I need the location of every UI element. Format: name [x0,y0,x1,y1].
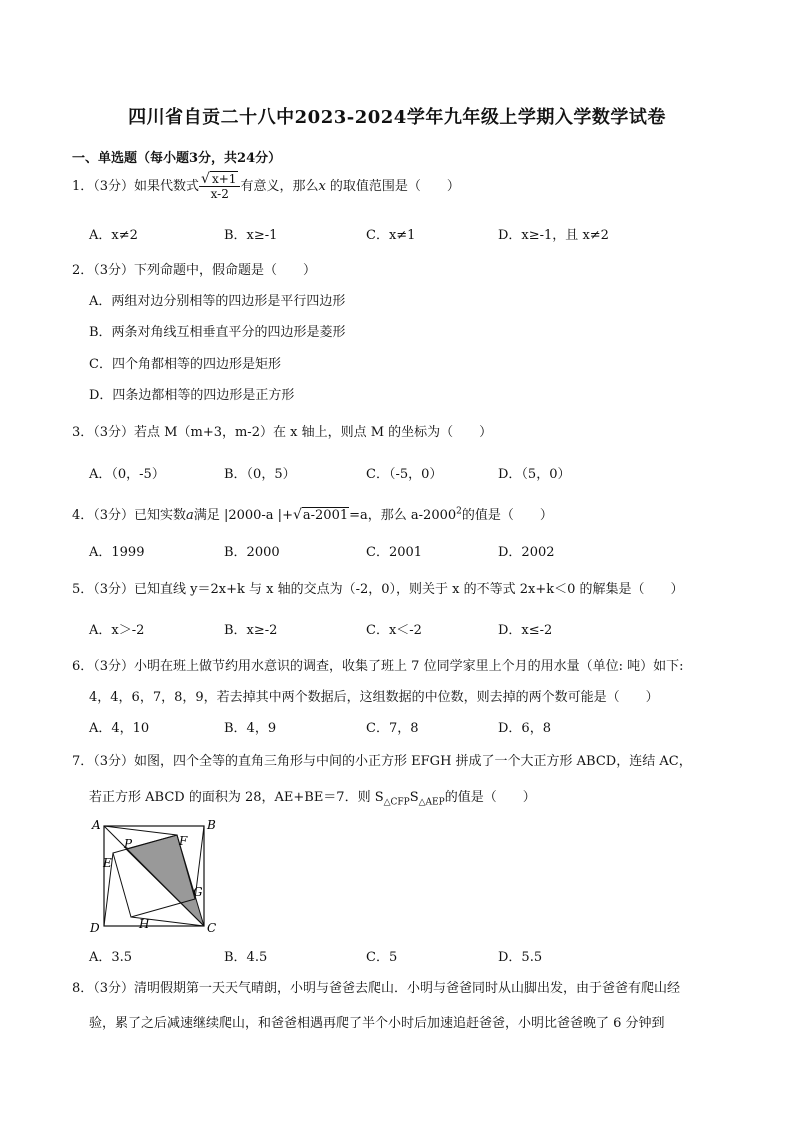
label-a: A [92,818,101,832]
square-figure [86,814,226,936]
label-c: C [207,921,217,935]
q3-option-d: D．（5，0） [498,467,571,482]
q6-option-a: A．4，10 [89,721,150,736]
q4-option-a: A．1999 [89,545,145,560]
exam-title: 四川省自贡二十八中2023-2024学年九年级上学期入学数学试卷 [128,107,666,128]
section-heading: 一、单选题（每小题3分，共24分） [72,151,282,166]
q1-option-a: A．x≠2 [89,228,138,243]
segment-af [104,826,177,835]
question-6-line-1: 6．（3分）小明在班上做节约用水意识的调查，收集了班上 7 位同学家里上个月的用水量（单位: 吨）如下: [72,659,684,674]
question-5-stem: 5．（3分）已知直线 y＝2x+k 与 x 轴的交点为（-2，0），则关于 x 的不等式 2x+k＜0 的解集是（ ） [72,582,684,597]
q5-option-c: C．x＜-2 [366,623,422,638]
question-7-line-2: 若正方形 ABCD 的面积为 28，AE+BE＝7．则 $S_{\triangle CFP}S_{\triangle AEP}$的值是（ ） [89,790,536,808]
q2-option-d: D．四条边都相等的四边形是正方形 [89,388,295,403]
label-g: G [193,885,203,899]
label-b: B [207,818,216,832]
q4-option-c: C．2001 [366,545,423,560]
q3-option-c: C．（-5，0） [366,467,443,482]
q3-option-a: A．（0，-5） [89,467,165,482]
q6-option-b: B．4，9 [224,721,277,736]
q3-option-b: B．（0，5） [224,467,296,482]
label-e: E [103,856,112,870]
fraction: $\frac{√ x+1}{x-2}$ [199,172,240,201]
q7-option-d: D．5.5 [498,950,543,965]
question-3-stem: 3．（3分）若点 M（m+3，m-2）在 x 轴上，则点 M 的坐标为（ ） [72,425,493,440]
label-h: H [139,917,150,931]
label-p: P [124,837,133,851]
q1-option-c: C．x≠1 [366,228,416,243]
question-7-line-1: 7．（3分）如图，四个全等的直角三角形与中间的小正方形 EFGH 拼成了一个大正方形 ABCD，连结 AC， [72,754,692,769]
question-2-stem: 2．（3分）下列命题中，假命题是（ ） [72,263,317,278]
q2-option-a: A．两组对边分别相等的四边形是平行四边形 [89,294,346,309]
q2-option-c: C．四个角都相等的四边形是矩形 [89,357,281,372]
q1-option-b: B．x≥-1 [224,228,278,243]
q2-option-b: B．两条对角线互相垂直平分的四边形是菱形 [89,325,346,340]
q6-option-d: D．6，8 [498,721,551,736]
question-1-stem: 1．（3分）如果代数式 $\frac{√ x+1}{x-2}$ 有意义，那么x 的取值范围是（ ） [72,171,460,201]
q4-option-d: D．2002 [498,545,555,560]
q7-option-b: B．4.5 [224,950,268,965]
shaded-triangle-cfp [126,835,204,926]
q7-option-c: C．5 [366,950,398,965]
question-4-stem: 4．（3分）已知实数a满足 |2000-a |+√a-2001=a，那么 a-2000$^2$的值是（ ） [72,506,553,523]
question-6-line-2: 4，4，6，7，8，9，若去掉其中两个数据后，这组数据的中位数，则去掉的两个数可能是（ ） [89,690,659,705]
label-f: F [179,834,188,848]
q5-option-d: D．x≤-2 [498,623,553,638]
q7-option-a: A．3.5 [89,950,133,965]
q1-option-d: D．x≥-1，且 x≠2 [498,228,609,243]
q5-option-a: A．x＞-2 [89,623,145,638]
q4-option-b: B．2000 [224,545,280,560]
question-8-line-2: 验，累了之后减速继续爬山，和爸爸相遇再爬了半个小时后加速追赶爸爸，小明比爸爸晚了 6 分钟到 [89,1016,665,1031]
q6-option-c: C．7，8 [366,721,419,736]
q5-option-b: B．x≥-2 [224,623,278,638]
label-d: D [90,921,100,935]
question-8-line-1: 8．（3分）清明假期第一天天气晴朗，小明与爸爸去爬山．小明与爸爸同时从山脚出发，由于爸爸有爬山经 [72,981,681,996]
